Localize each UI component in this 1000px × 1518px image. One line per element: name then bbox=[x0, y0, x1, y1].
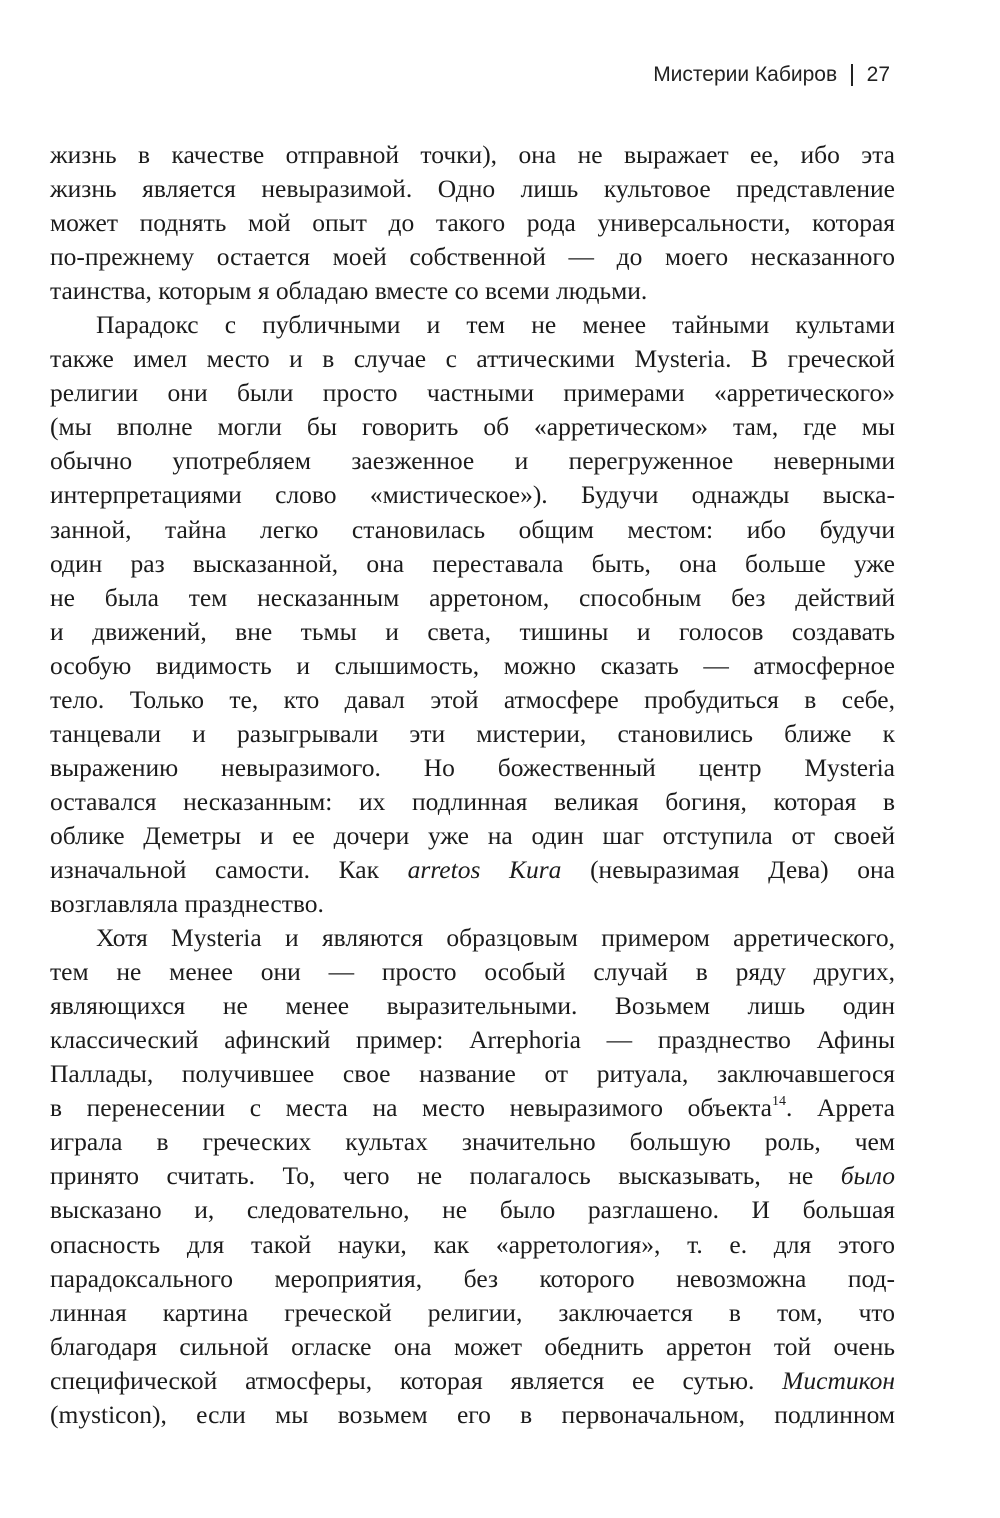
text-span: в перенесении с места на место невыразимого объекта bbox=[50, 1093, 773, 1123]
text-line bbox=[50, 410, 895, 444]
text-span: также имел место и в случае с аттическими Mysteria. В греческой bbox=[50, 344, 895, 374]
text-span: по-прежнему остается моей собственной — до моего несказанного bbox=[50, 242, 895, 272]
page-number: 27 bbox=[866, 63, 890, 86]
text-line bbox=[50, 1364, 895, 1398]
text-line bbox=[50, 1330, 895, 1364]
text-span: занной, тайна легко становилась общим местом: ибо будучи bbox=[50, 514, 895, 544]
text-span: один раз высказанной, она переставала быть, она больше уже bbox=[50, 548, 895, 578]
text-span: высказано и, следовательно, не было разглашено. И большая bbox=[50, 1195, 895, 1225]
text-line bbox=[50, 274, 895, 308]
text-span: классический афинский пример: Arrephoria — празднество Афины bbox=[50, 1025, 895, 1055]
text-span: опасность для такой науки, как «арретология», т. е. для этого bbox=[50, 1229, 895, 1259]
text-line bbox=[50, 376, 895, 410]
text-line bbox=[50, 751, 895, 785]
body-text bbox=[50, 138, 895, 1432]
text-line bbox=[50, 1228, 895, 1262]
text-line bbox=[50, 989, 895, 1023]
text-span: Паллады, получившее свое название от ритуала, заключавшегося bbox=[50, 1059, 895, 1089]
text-line bbox=[50, 853, 895, 887]
text-span: изначальной самости. Как bbox=[50, 854, 408, 884]
text-span: выражению невыразимого. Но божественный центр Mysteria bbox=[50, 752, 895, 782]
paragraph bbox=[50, 921, 895, 1432]
text-line bbox=[50, 649, 895, 683]
text-line bbox=[50, 478, 895, 512]
text-span: принято считать. То, чего не полагалось высказывать, не bbox=[50, 1161, 841, 1191]
text-line bbox=[50, 342, 895, 376]
header-separator bbox=[851, 64, 853, 86]
text-span: религии они были просто частными примерами «арретического» bbox=[50, 378, 895, 408]
text-line bbox=[50, 1023, 895, 1057]
text-span: может поднять мой опыт до такого рода универсальности, которая bbox=[50, 208, 895, 238]
text-span: тем не менее они — просто особый случай в ряду других, bbox=[50, 957, 895, 987]
text-span: возглавляла празднество. bbox=[50, 889, 324, 919]
text-span: жизнь является невыразимой. Одно лишь культовое представление bbox=[50, 174, 895, 204]
text-line bbox=[50, 1193, 895, 1227]
text-span: жизнь в качестве отправной точки), она не выражает ее, ибо эта bbox=[50, 140, 895, 169]
text-span: и движений, вне тьмы и света, тишины и голосов создавать bbox=[50, 616, 895, 646]
text-line bbox=[50, 683, 895, 717]
footnote-marker: 14 bbox=[772, 1094, 787, 1110]
italic-text: было bbox=[840, 1161, 895, 1191]
running-head bbox=[653, 63, 890, 87]
text-line bbox=[50, 615, 895, 649]
text-span: интерпретациями слово «мистическое»). Будучи однажды выска- bbox=[50, 480, 895, 510]
text-span: тело. Только те, кто давал этой атмосфере пробудиться в себе, bbox=[50, 684, 895, 714]
text-span: таинства, которым я обладаю вместе со всеми людьми. bbox=[50, 276, 648, 306]
text-span: Парадокс с публичными и тем не менее тайными культами bbox=[96, 310, 895, 340]
text-line bbox=[50, 547, 895, 581]
text-line bbox=[50, 819, 895, 853]
text-line bbox=[50, 1057, 895, 1091]
text-line bbox=[50, 887, 895, 921]
text-line bbox=[50, 955, 895, 989]
text-span: (mysticon), если мы возьмем его в первоначальном, подлинном bbox=[50, 1399, 895, 1429]
text-span: . Аррета bbox=[786, 1093, 895, 1123]
text-line bbox=[50, 308, 895, 342]
text-span: оставался несказанным: их подлинная великая богиня, которая в bbox=[50, 786, 895, 816]
text-line bbox=[50, 1296, 895, 1330]
text-line bbox=[50, 921, 895, 955]
italic-text: Мистикон bbox=[782, 1365, 895, 1395]
text-line bbox=[50, 513, 895, 547]
text-span: особую видимость и слышимость, можно сказать — атмосферное bbox=[50, 650, 895, 680]
text-line bbox=[50, 444, 895, 478]
text-line bbox=[50, 717, 895, 751]
text-span: облике Деметры и ее дочери уже на один шаг отступила от своей bbox=[50, 820, 895, 850]
text-line bbox=[50, 138, 895, 172]
text-span: являющихся не менее выразительными. Возьмем лишь один bbox=[50, 991, 895, 1021]
chapter-title: Мистерии Кабиров bbox=[653, 63, 838, 86]
text-line bbox=[50, 1091, 895, 1125]
text-line bbox=[50, 1125, 895, 1159]
text-line bbox=[50, 172, 895, 206]
text-span: парадоксального мероприятия, без которого невозможна под- bbox=[50, 1263, 895, 1293]
text-span: специфической атмосферы, которая является ее сутью. bbox=[50, 1365, 783, 1395]
text-span: (мы вполне могли бы говорить об «арретическом» там, где мы bbox=[50, 412, 895, 442]
text-line bbox=[50, 785, 895, 819]
text-line bbox=[50, 1262, 895, 1296]
text-span: танцевали и разыгрывали эти мистерии, становились ближе к bbox=[50, 718, 895, 748]
text-span: благодаря сильной огласке она может обеднить арретон той очень bbox=[50, 1331, 895, 1361]
text-span: Хотя Mysteria и являются образцовым примером арретического, bbox=[96, 923, 895, 953]
text-line bbox=[50, 206, 895, 240]
text-span: играла в греческих культах значительно большую роль, чем bbox=[50, 1127, 895, 1157]
text-span: линная картина греческой религии, заключается в том, что bbox=[50, 1297, 895, 1327]
text-line bbox=[50, 240, 895, 274]
text-span: (невыразимая Дева) она bbox=[561, 854, 895, 884]
italic-text: arretos Kura bbox=[407, 854, 562, 884]
text-span: обычно употребляем заезженное и перегруженное неверными bbox=[50, 446, 895, 476]
text-line bbox=[50, 581, 895, 615]
paragraph bbox=[50, 138, 895, 308]
text-line bbox=[50, 1159, 895, 1193]
text-line bbox=[50, 1398, 895, 1432]
paragraph bbox=[50, 308, 895, 921]
text-span: не была тем несказанным арретоном, способным без действий bbox=[50, 582, 895, 612]
